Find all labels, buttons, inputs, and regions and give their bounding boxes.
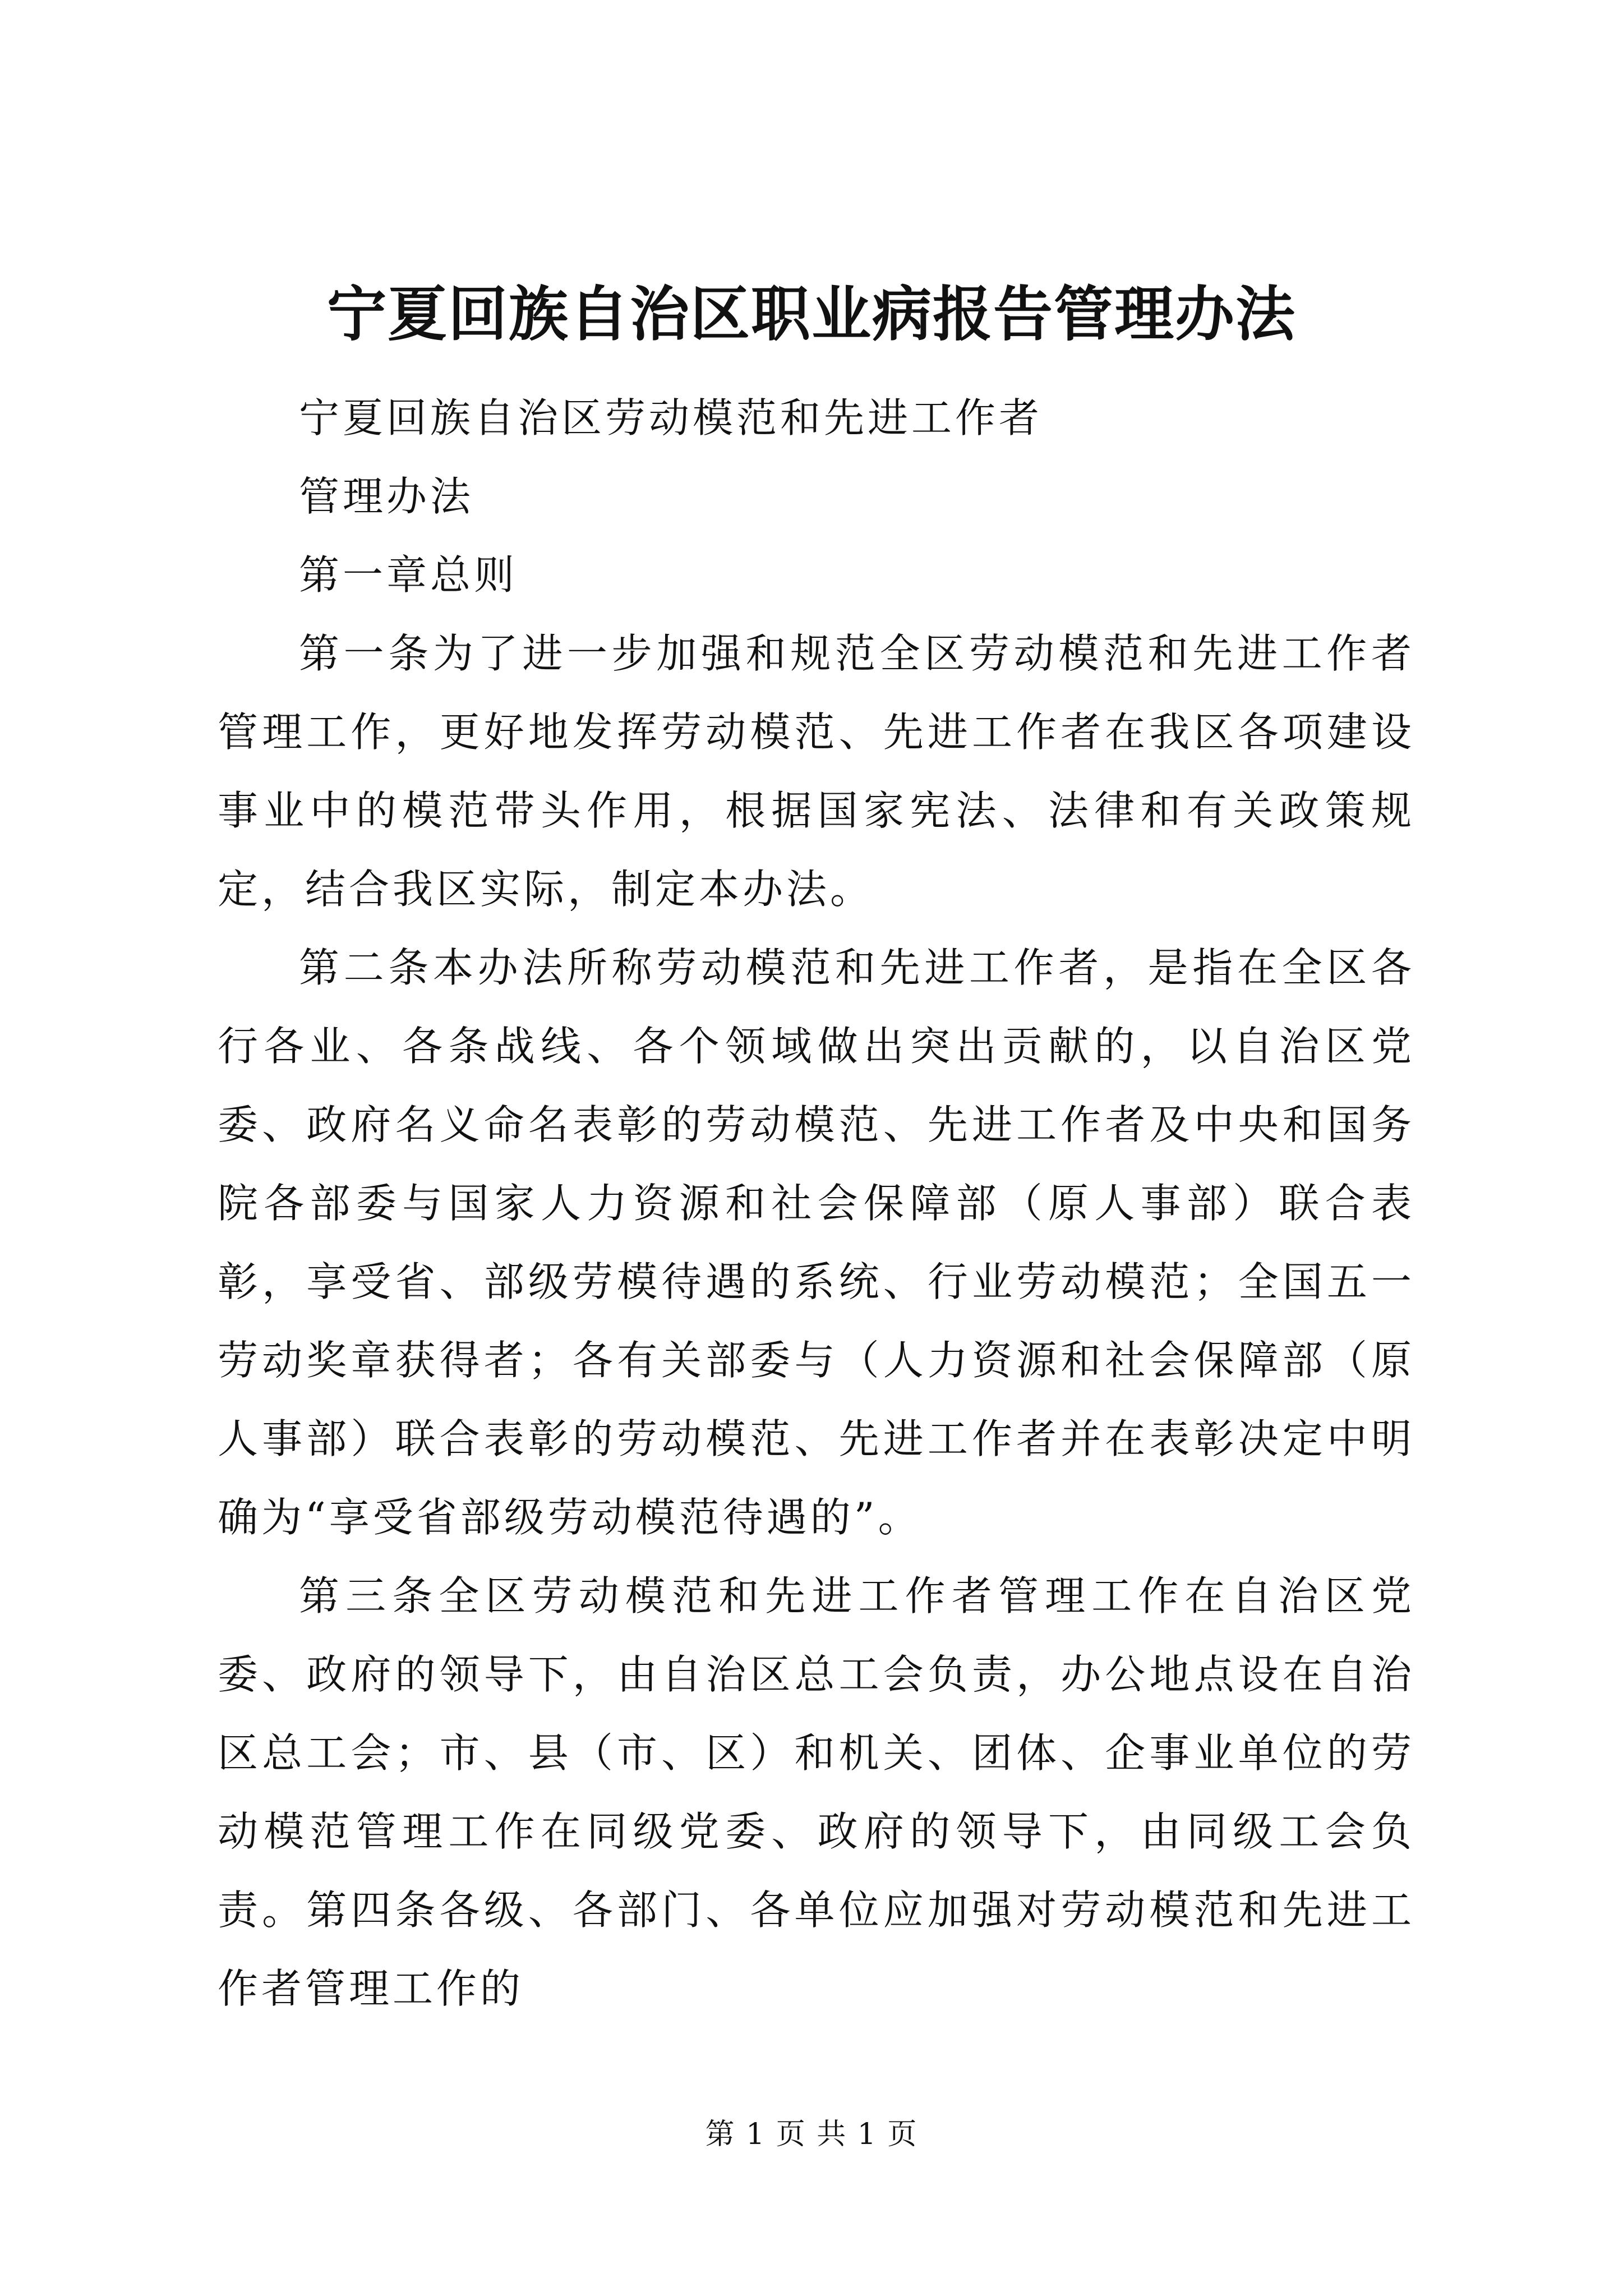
document-body	[218, 379, 1415, 2028]
paragraph: 管理办法	[299, 473, 474, 520]
paragraph: 宁夏回族自治区劳动模范和先进工作者	[299, 394, 1043, 441]
article-1: 第一条为了进一步加强和规范全区劳动模范和先进工作者管理工作，更好地发挥劳动模范、先进工作者在我区各项建设事业中的模范带头作用，根据国家宪法、法律和有关政策规定，结合我区实际，制定本办法。	[218, 630, 1415, 913]
chapter-heading: 第一章总则	[299, 551, 518, 599]
article-3: 第三条全区劳动模范和先进工作者管理工作在自治区党委、政府的领导下，由自治区总工会负责，办公地点设在自治区总工会；市、县（市、区）和机关、团体、企事业单位的劳动模范管理工作在同级党委、政府的领导下，由同级工会负责。第四条各级、各部门、各单位应加强对劳动模范和先进工作者管理工作的	[218, 1572, 1415, 2012]
page-number-footer: 第 1 页 共 1 页	[705, 2118, 918, 2151]
article-2: 第二条本办法所称劳动模范和先进工作者，是指在全区各行各业、各条战线、各个领域做出突出贡献的，以自治区党委、政府名义命名表彰的劳动模范、先进工作者及中央和国务院各部委与国家人力资源和社会保障部（原人事部）联合表彰，享受省、部级劳模待遇的系统、行业劳动模范；全国五一劳动奖章获得者；各有关部委与（人力资源和社会保障部（原人事部）联合表彰的劳动模范、先进工作者并在表彰决定中明确为“享受省部级劳动模范待遇的”。	[218, 944, 1415, 1541]
document-title: 宁夏回族自治区职业病报告管理办法	[327, 279, 1296, 349]
